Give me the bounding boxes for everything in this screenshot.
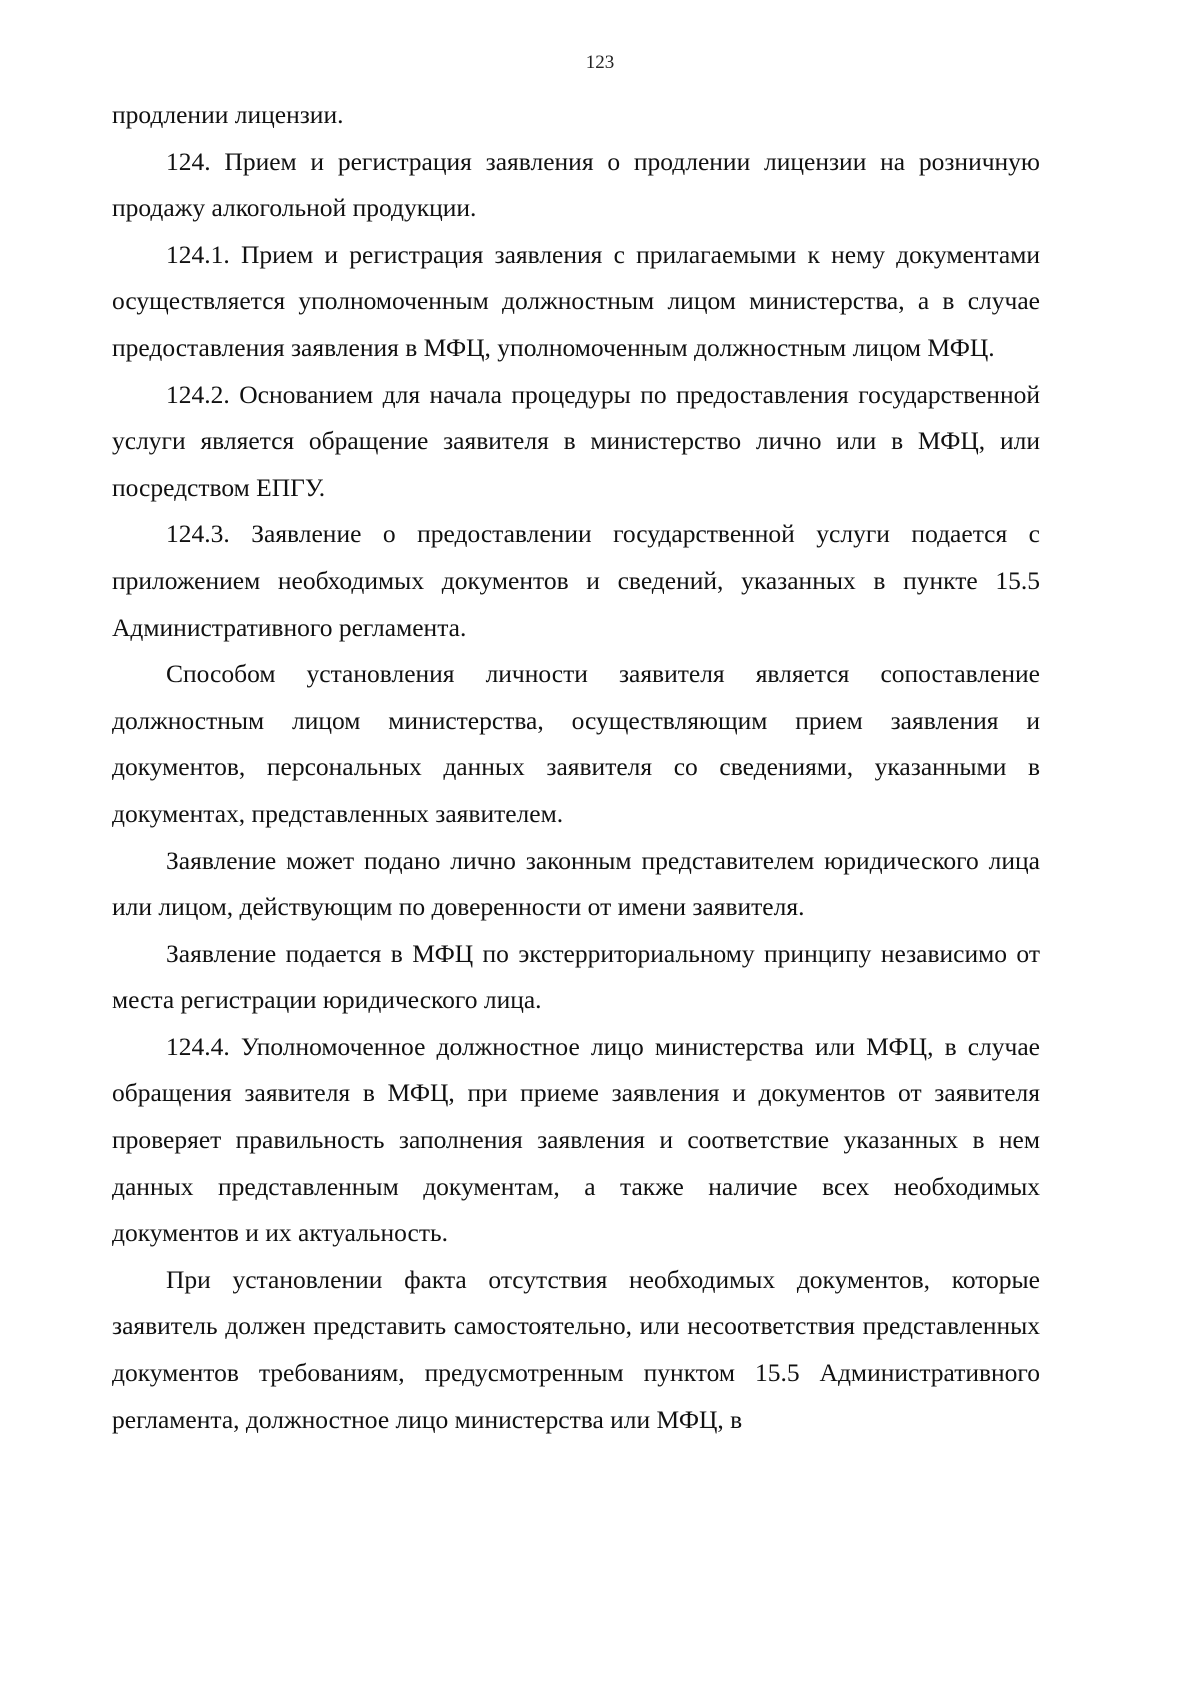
paragraph-missing-documents: При установлении факта отсутствия необходимых документов, которые заявитель должен представить самостоятельно, или несоответствия представленных документов требованиям, предусмотренным пунктом 15.5 Административного регламента, должностное лицо министерства или МФЦ, в <box>112 1264 1040 1434</box>
paragraph-representative: Заявление может подано лично законным представителем юридического лица или лицом, действующим по доверенности от имени заявителя. <box>112 845 1040 922</box>
paragraph-continuation: продлении лицензии. <box>112 100 344 129</box>
paragraph-identity-verification: Способом установления личности заявителя является сопоставление должностным лицом министерства, осуществляющим прием заявления и документов, персональных данных заявителя со сведениями, указанными в документах, представленных заявителем. <box>112 659 1040 828</box>
paragraph-extraterritorial: Заявление подается в МФЦ по экстерриториальному принципу независимо от места регистрации юридического лица. <box>112 938 1040 1015</box>
paragraph-124-1: 124.1. Прием и регистрация заявления с прилагаемыми к нему документами осуществляется уполномоченным должностным лицом министерства, а в случае предоставления заявления в МФЦ, уполномоченным должностным лицом МФЦ. <box>112 239 1040 362</box>
paragraph-124-2: 124.2. Основанием для начала процедуры по предоставления государственной услуги является обращение заявителя в министерство лично или в МФЦ, или посредством ЕПГУ. <box>112 379 1040 502</box>
paragraph-124-4: 124.4. Уполномоченное должностное лицо министерства или МФЦ, в случае обращения заявителя в МФЦ, при приеме заявления и документов от заявителя проверяет правильность заполнения заявления и соответствие указанных в нем данных представленным документам, а также наличие всех необходимых документов и их актуальность. <box>112 1031 1040 1248</box>
document-body <box>112 92 1040 1443</box>
paragraph-124: 124. Прием и регистрация заявления о продлении лицензии на розничную продажу алкогольной продукции. <box>112 146 1040 223</box>
page-number: 123 <box>585 52 615 73</box>
paragraph-124-3: 124.3. Заявление о предоставлении государственной услуги подается с приложением необходимых документов и сведений, указанных в пункте 15.5 Административного регламента. <box>112 519 1040 642</box>
